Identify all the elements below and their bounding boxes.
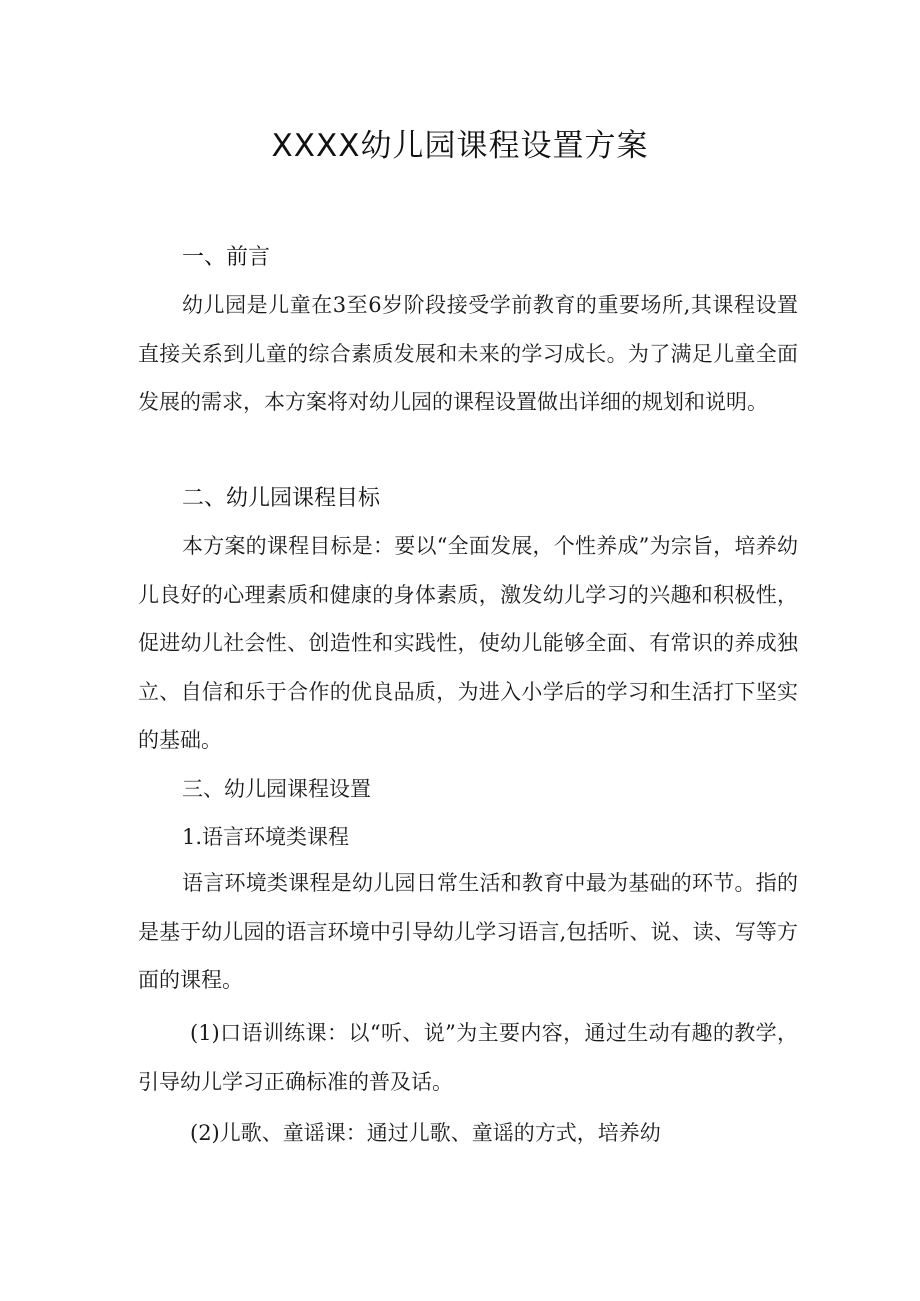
goals-paragraph: 本方案的课程目标是：要以“全面发展，个性养成”为宗旨，培养幼儿良好的心理素质和健康的身体素质，激发幼儿学习的兴趣和积极性，促进幼儿社会性、创造性和实践性，使幼儿能够全面、有常识的养成独立、自信和乐于合作的优良品质，为进入小学后的学习和生活打下坚实的基础。 bbox=[138, 534, 798, 752]
subsection-heading-language: 1.语言环境类课程 bbox=[182, 825, 350, 849]
list-item-nursery-rhymes: (2)儿歌、童谣课：通过儿歌、童谣的方式，培养幼 bbox=[190, 1121, 661, 1145]
preface-paragraph: 幼儿园是儿童在3至6岁阶段接受学前教育的重要场所,其课程设置直接关系到儿童的综合素质发展和未来的学习成长。为了满足儿童全面发展的需求，本方案将对幼儿园的课程设置做出详细的规划和说明。 bbox=[138, 293, 798, 414]
list-item-oral-training: (1)口语训练课：以“听、说”为主要内容，通过生动有趣的教学，引导幼儿学习正确标准的普及话。 bbox=[138, 1021, 798, 1094]
section-heading-setup: 三、幼儿园课程设置 bbox=[182, 777, 371, 801]
document-title: XXXX幼儿园课程设置方案 bbox=[271, 128, 649, 164]
section-heading-goals: 二、幼儿园课程目标 bbox=[182, 486, 381, 511]
section-heading-preface: 一、前言 bbox=[182, 245, 271, 270]
language-paragraph: 语言环境类课程是幼儿园日常生活和教育中最为基础的环节。指的是基于幼儿园的语言环境中引导幼儿学习语言,包括听、说、读、写等方面的课程。 bbox=[138, 871, 798, 992]
